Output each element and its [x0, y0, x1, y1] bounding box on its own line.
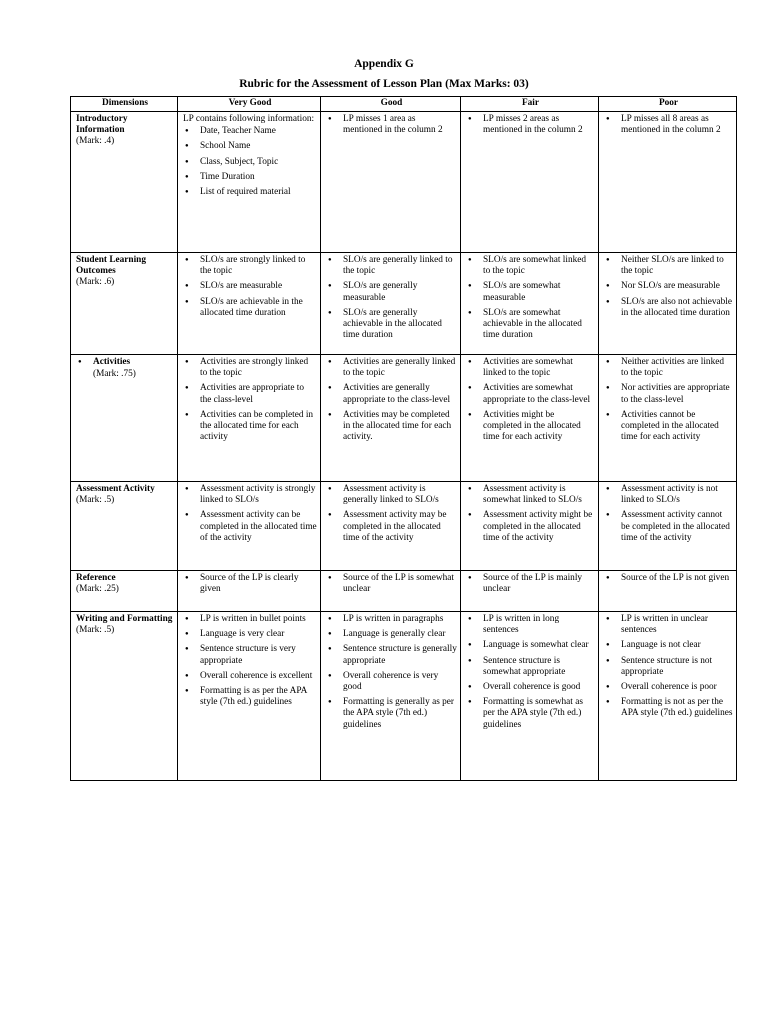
criteria-cell — [178, 612, 321, 781]
table-row — [71, 612, 737, 781]
criteria-cell — [599, 253, 737, 355]
criteria-cell — [321, 571, 461, 612]
criteria-cell — [599, 112, 737, 253]
criteria-item: ● Nor SLO/s are measurable — [604, 281, 733, 292]
criteria-item: ● Activities cannot be completed in the allocated time for each activity — [604, 410, 733, 444]
criteria-item: ● Activities are somewhat linked to the topic — [466, 357, 595, 379]
criteria-cell — [461, 482, 599, 571]
dimension-mark: (Mark: .4) — [76, 136, 115, 147]
criteria-item: ● Formatting is generally as per the APA style (7th ed.) guidelines — [326, 697, 457, 731]
criteria-item: ● Assessment activity might be completed in the allocated time of the activity — [466, 510, 595, 544]
criteria-cell — [321, 253, 461, 355]
dimension-mark: (Mark: .5) — [76, 625, 115, 636]
criteria-item: ● Activities are generally appropriate to the class-level — [326, 383, 457, 405]
criteria-cell — [461, 253, 599, 355]
criteria-item: ● List of required material — [183, 187, 317, 198]
criteria-item: ● Class, Subject, Topic — [183, 157, 317, 168]
criteria-item: ● Neither SLO/s are linked to the topic — [604, 255, 733, 277]
criteria-item: ● LP is written in paragraphs — [326, 614, 457, 625]
criteria-item: ● Sentence structure is somewhat appropriate — [466, 656, 595, 678]
criteria-item: ● Source of the LP is not given — [604, 573, 733, 584]
criteria-intro: LP contains following information: — [183, 114, 315, 124]
dimension-cell — [71, 571, 178, 612]
criteria-item: ● SLO/s are generally achievable in the allocated time duration — [326, 308, 457, 342]
dimension-cell — [71, 253, 178, 355]
criteria-item: ● LP misses all 8 areas as mentioned in the column 2 — [604, 114, 733, 136]
criteria-cell — [178, 253, 321, 355]
dimension-name: Reference — [76, 573, 116, 583]
criteria-item: ● SLO/s are also not achievable in the allocated time duration — [604, 297, 733, 319]
criteria-item: ● Time Duration — [183, 172, 317, 183]
criteria-item: ● Sentence structure is not appropriate — [604, 656, 733, 678]
header-very-good: Very Good — [178, 97, 321, 112]
criteria-item: ● Language is not clear — [604, 640, 733, 651]
header-dimensions: Dimensions — [71, 97, 178, 112]
criteria-item: ● Source of the LP is clearly given — [183, 573, 317, 595]
criteria-item: ● SLO/s are somewhat achievable in the allocated time duration — [466, 308, 595, 342]
criteria-cell — [321, 355, 461, 482]
criteria-item: ● SLO/s are generally measurable — [326, 281, 457, 303]
dimension-name: Writing and Formatting — [76, 614, 173, 624]
dimension-mark: (Mark: .25) — [76, 584, 119, 595]
criteria-item: ● Activities are strongly linked to the topic — [183, 357, 317, 379]
criteria-cell — [599, 482, 737, 571]
table-row — [71, 571, 737, 612]
criteria-item: ● Source of the LP is somewhat unclear — [326, 573, 457, 595]
criteria-cell — [321, 612, 461, 781]
criteria-item: ● SLO/s are achievable in the allocated time duration — [183, 297, 317, 319]
criteria-item: ● Overall coherence is good — [466, 682, 595, 693]
dimension-cell — [71, 482, 178, 571]
header-row — [71, 97, 737, 112]
dimension-name: ● Activities — [76, 357, 174, 368]
criteria-item: ● Language is generally clear — [326, 629, 457, 640]
dimension-mark: (Mark: .5) — [76, 495, 115, 506]
criteria-item: ● Activities are somewhat appropriate to the class-level — [466, 383, 595, 405]
criteria-item: ● Sentence structure is generally appropriate — [326, 644, 457, 666]
criteria-item: ● LP misses 2 areas as mentioned in the column 2 — [466, 114, 595, 136]
criteria-item: ● Activities are generally linked to the topic — [326, 357, 457, 379]
criteria-item: ● Activities might be completed in the allocated time for each activity — [466, 410, 595, 444]
criteria-item: ● Assessment activity may be completed in the allocated time of the activity — [326, 510, 457, 544]
dimension-cell — [71, 112, 178, 253]
criteria-cell — [178, 355, 321, 482]
criteria-item: ● Date, Teacher Name — [183, 126, 317, 137]
criteria-cell — [461, 571, 599, 612]
criteria-item: ● Assessment activity is strongly linked to SLO/s — [183, 484, 317, 506]
criteria-item: ● Activities may be completed in the allocated time for each activity. — [326, 410, 457, 444]
criteria-item: ● Neither activities are linked to the topic — [604, 357, 733, 379]
criteria-item: ● Assessment activity is generally linked to SLO/s — [326, 484, 457, 506]
criteria-item: ● Overall coherence is poor — [604, 682, 733, 693]
criteria-item: ● LP is written in unclear sentences — [604, 614, 733, 636]
table-row — [71, 112, 737, 253]
criteria-item: ● SLO/s are measurable — [183, 281, 317, 292]
criteria-item: ● Source of the LP is mainly unclear — [466, 573, 595, 595]
criteria-cell — [178, 571, 321, 612]
criteria-cell — [321, 112, 461, 253]
criteria-item: ● Language is very clear — [183, 629, 317, 640]
header-good: Good — [321, 97, 461, 112]
dimension-name: Assessment Activity — [76, 484, 155, 494]
dimension-cell — [71, 612, 178, 781]
criteria-cell — [461, 612, 599, 781]
criteria-cell — [321, 482, 461, 571]
criteria-cell — [461, 355, 599, 482]
criteria-cell — [461, 112, 599, 253]
criteria-cell — [599, 355, 737, 482]
criteria-item: ● Activities can be completed in the allocated time for each activity — [183, 410, 317, 444]
criteria-item: ● Formatting is not as per the APA style (7th ed.) guidelines — [604, 697, 733, 719]
criteria-item: ● LP misses 1 area as mentioned in the column 2 — [326, 114, 457, 136]
criteria-item: ● Overall coherence is very good — [326, 671, 457, 693]
criteria-item: ● Formatting is as per the APA style (7th ed.) guidelines — [183, 686, 317, 708]
header-fair: Fair — [461, 97, 599, 112]
table-row — [71, 253, 737, 355]
criteria-item: ● Assessment activity cannot be completed in the allocated time of the activity — [604, 510, 733, 544]
criteria-item: ● SLO/s are somewhat linked to the topic — [466, 255, 595, 277]
criteria-item: ● LP is written in bullet points — [183, 614, 317, 625]
criteria-item: ● Overall coherence is excellent — [183, 671, 317, 682]
document-title: Rubric for the Assessment of Lesson Plan (Max Marks: 03) — [239, 78, 529, 90]
criteria-item: ● SLO/s are strongly linked to the topic — [183, 255, 317, 277]
criteria-item: ● LP is written in long sentences — [466, 614, 595, 636]
criteria-item: ● Activities are appropriate to the class-level — [183, 383, 317, 405]
header-poor: Poor — [599, 97, 737, 112]
dimension-mark: (Mark: .6) — [76, 277, 115, 288]
table-row — [71, 482, 737, 571]
criteria-item: ● Nor activities are appropriate to the class-level — [604, 383, 733, 405]
dimension-mark: (Mark: .75) — [93, 369, 136, 380]
criteria-item: ● Language is somewhat clear — [466, 640, 595, 651]
dimension-cell — [71, 355, 178, 482]
dimension-name: Student Learning Outcomes — [76, 255, 146, 277]
criteria-item: ● Assessment activity can be completed in the allocated time of the activity — [183, 510, 317, 544]
criteria-cell — [599, 571, 737, 612]
table-row — [71, 355, 737, 482]
criteria-item: ● Assessment activity is somewhat linked to SLO/s — [466, 484, 595, 506]
criteria-item: ● SLO/s are generally linked to the topic — [326, 255, 457, 277]
appendix-label: Appendix G — [354, 58, 414, 70]
criteria-cell — [599, 612, 737, 781]
criteria-item: ● SLO/s are somewhat measurable — [466, 281, 595, 303]
dimension-name: Introductory Information — [76, 114, 128, 136]
rubric-table — [70, 96, 737, 781]
criteria-item: ● Assessment activity is not linked to SLO/s — [604, 484, 733, 506]
criteria-item: ● Formatting is somewhat as per the APA style (7th ed.) guidelines — [466, 697, 595, 731]
criteria-item: ● Sentence structure is very appropriate — [183, 644, 317, 666]
criteria-item: ● School Name — [183, 141, 317, 152]
criteria-cell — [178, 112, 321, 253]
criteria-cell — [178, 482, 321, 571]
